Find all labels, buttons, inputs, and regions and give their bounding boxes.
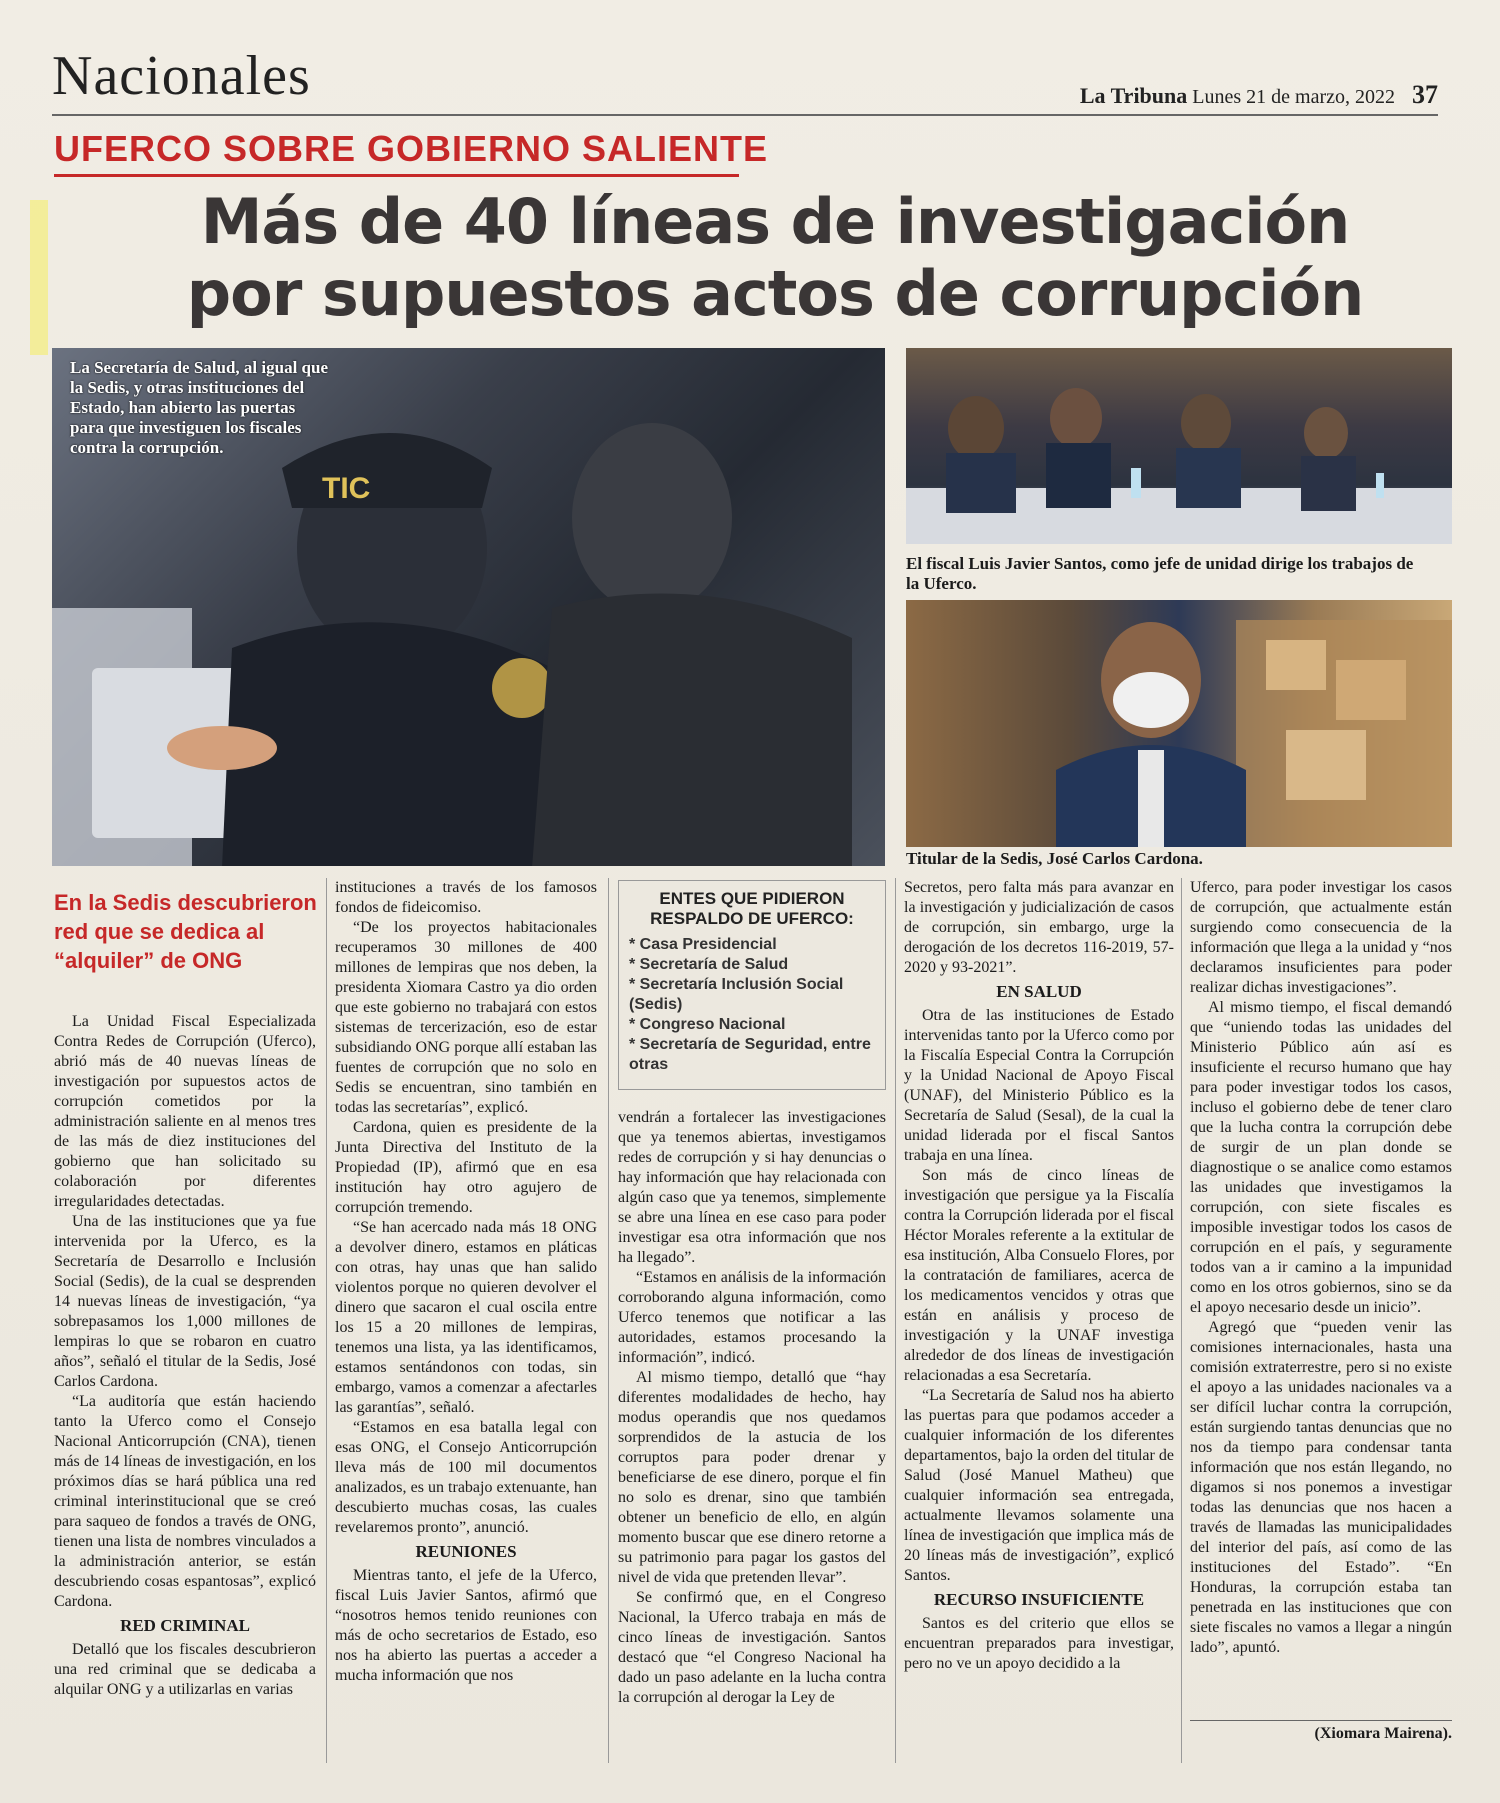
- paragraph: La Unidad Fiscal Especializada Contra Redes de Corrupción (Uferco), abrió más de 40 nuevas líneas de investigación por supuestos actos de corrupción cometidos por la administración saliente en al menos tres de las más de diez instituciones del gobierno que han solicitado su colaboración por diferentes irregularidades detectadas.: [54, 1013, 316, 1210]
- sidebar-list: [629, 935, 875, 1075]
- sidebar-item: * Casa Presidencial: [629, 936, 777, 953]
- article-byline: (Xiomara Mairena).: [1190, 1720, 1452, 1743]
- paragraph: Una de las instituciones que ya fue intervenida por la Uferco, es la Secretaría de Desarrollo e Inclusión Social (Sedis), de la cual se desprenden 14 nuevas líneas de investigación, “ya sobrepasamos los 1,000 millones de lempiras lo que se robaron en cuatro años”, señaló el titular de la Sedis, José Carlos Cardona.: [54, 1213, 316, 1390]
- newspaper-name: La Tribuna: [1079, 83, 1188, 108]
- paragraph: “Estamos en esa batalla legal con esas ONG, el Consejo Anticorrupción lleva más de 100 mil documentos analizados, es un trabajo extenuante, han descubierto muchas cosas, las cuales revelaremos pronto”, anunció.: [335, 1419, 597, 1536]
- paragraph: “Se han acercado nada más 18 ONG a devolver dinero, estamos en pláticas con otras, hay unas que han salido violentos porque no quieren devolver el dinero que sacaron el cual oscila entre los 15 a 20 millones de lempiras, tenemos una lista, ya las identificamos, estamos sentándonos con todas, sin embargo, vamos a comenzar a afectarles las garantías”, señaló.: [335, 1219, 597, 1416]
- article-column-4: [904, 878, 1174, 1674]
- portrait-photo-illustration: [906, 600, 1452, 847]
- paragraph: Al mismo tiempo, detalló que “hay diferentes modalidades de hecho, hay modus operandis que nos quedamos sorprendidos de la astucia de los corruptos para poder drenar y beneficiarse de ese dinero, porque el fin no solo es drenar, sino que también obtener un beneficio de ello, en algún momento buscar que ese dinero retorne a su patrimonio para pagar los gastos del nivel de vida que pretenden llevar”.: [618, 1369, 886, 1586]
- article-column-5: [1190, 878, 1452, 1658]
- meeting-photo: [906, 348, 1452, 544]
- meeting-photo-illustration: [906, 348, 1452, 544]
- portrait-photo-caption: Titular de la Sedis, José Carlos Cardona.: [906, 849, 1203, 868]
- headline-line-2: por supuestos actos de corrupción: [186, 257, 1364, 330]
- column-divider: [608, 878, 609, 1763]
- portrait-photo: [906, 600, 1452, 847]
- column-divider: [326, 878, 327, 1763]
- article-kicker: UFERCO SOBRE GOBIERNO SALIENTE: [54, 128, 769, 169]
- section-title: Nacionales: [52, 45, 311, 107]
- paragraph: “De los proyectos habitacionales recuperamos 30 millones de 400 millones de lempiras que nos deben, la presidenta Xiomara Castro ya dio orden que este gobierno no trabajará con estos sistemas de tercerización, eso de estar subsidiando ONG porque allí estaban las fuentes de corrupción que no solo en Sedis se encuentran, sino también en todas las secretarías”, explicó.: [335, 919, 597, 1116]
- article-column-1: [54, 1012, 316, 1700]
- paragraph: “La auditoría que están haciendo tanto la Uferco como el Consejo Nacional Anticorrupción (CNA), tienen más de 14 líneas de investigación, en los próximos días se hará pública una red criminal interinstitucional que se creó para saqueo de fondos a través de ONG, tienen una lista de nombres vinculados a la administración anterior, se están descubriendo cosas espantosas”, explicó Cardona.: [54, 1393, 316, 1610]
- sidebar-item: * Secretaría de Salud: [629, 956, 789, 973]
- paragraph: Secretos, pero falta más para avanzar en la investigación y judicialización de casos de corrupción, sin embargo, urge la derogación de los decretos 116-2019, 57-2020 y 93-2021”.: [904, 879, 1174, 976]
- kicker-underline: [54, 174, 739, 177]
- sidebar-box: [618, 880, 886, 1090]
- column-divider: [1181, 878, 1182, 1763]
- main-photo-caption: La Secretaría de Salud, al igual que la Sedis, y otras instituciones del Estado, han abierto las puertas para que investiguen los fiscales contra la corrupción.: [70, 358, 329, 457]
- paragraph: Son más de cinco líneas de investigación que persigue ya la Fiscalía contra la Corrupción liderada por el fiscal Héctor Morales referente a la extitular de esa institución, Alba Consuelo Flores, por la contratación de familiares, acerca de los medicamentos vencidos y otras que están en análisis y proceso de investigación y la UNAF investiga alrededor de dos líneas de investigación relacionadas a esa Secretaría.: [904, 1167, 1174, 1384]
- sidebar-title: ENTES QUE PIDIERON RESPALDO DE UFERCO:: [650, 889, 854, 928]
- paragraph: Santos es del criterio que ellos se encuentran preparados para investigar, pero no ve un apoyo decidido a la: [904, 1615, 1174, 1672]
- section-heading: EN SALUD: [996, 982, 1082, 1001]
- paragraph: instituciones a través de los famosos fondos de fideicomiso.: [335, 879, 597, 916]
- section-heading: RED CRIMINAL: [120, 1616, 250, 1635]
- highlighter-mark: [30, 200, 48, 355]
- headline-line-1: Más de 40 líneas de investigación: [200, 185, 1350, 258]
- column-divider: [895, 878, 896, 1763]
- paragraph: Cardona, quien es presidente de la Junta Directiva del Instituto de la Propiedad (IP), afirmó que en esa institución hay otro agujero de corrupción tremendo.: [335, 1119, 597, 1216]
- paragraph: “Estamos en análisis de la información corroborando alguna información, como Uferco tenemos que notificar a las autoridades, estamos procesando la información”, indicó.: [618, 1269, 886, 1366]
- article-column-3: [618, 1108, 886, 1708]
- paragraph: Se confirmó que, en el Congreso Nacional, la Uferco trabaja en más de cinco líneas de investigación. Santos destacó que “el Congreso Nacional ha dado un paso adelante en la lucha contra la corrupción al derogar la Ley de: [618, 1589, 886, 1706]
- section-heading: REUNIONES: [415, 1542, 517, 1561]
- masthead: [1080, 80, 1438, 110]
- paragraph: Al mismo tiempo, el fiscal demandó que “uniendo todas las unidades del Ministerio Público aún así es insuficiente el recurso humano que hay para poder investigar todos los casos, incluso el gobierno debe de tener claro que la lucha contra la corrupción debe de surgir de un plan donde se diagnostique o se analice como estamos las unidades que investigamos la corrupción, con siete fiscales es imposible investigar todos los casos de corrupción en el país, y seguramente todos van a ir camino a la impunidad como en los otros gobiernos, sino se da el apoyo necesario desde un inicio”.: [1190, 999, 1452, 1316]
- paragraph: “La Secretaría de Salud nos ha abierto las puertas para que podamos acceder a cualquier información de los diferentes departamentos, bajo la orden del titular de Salud (José Manuel Matheu) que cualquier información sea entregada, actualmente llevamos solamente una línea de investigación que implica más de 20 líneas más de investigación”, explicó Santos.: [904, 1387, 1174, 1584]
- sidebar-item: * Secretaría de Seguridad, entre otras: [629, 1036, 871, 1073]
- section-heading: RECURSO INSUFICIENTE: [933, 1590, 1145, 1609]
- paragraph: Agregó que “pueden venir las comisiones internacionales, hasta una comisión extraterrestre, pero si no existe el apoyo a las unidades nacionales va a ser difícil luchar contra la corrupción, están surgiendo tantas denuncias que no nos da tiempo para condensar tanta información que nos están llegando, no digamos si nos ponemos a investigar todas las denuncias que nos hacen a través de llamadas las municipalidades del interior del país, así como de las instituciones del Estado”. “En Honduras, la corrupción estaba tan penetrada en las instituciones que con siete fiscales no vamos a llegar a ningún lado”, apuntó.: [1190, 1319, 1452, 1656]
- article-column-2: [335, 878, 597, 1686]
- meeting-photo-caption: El fiscal Luis Javier Santos, como jefe de unidad dirige los trabajos de la Uferco.: [906, 554, 1414, 593]
- paragraph: Mientras tanto, el jefe de la Uferco, fiscal Luis Javier Santos, afirmó que “nosotros hemos tenido reuniones con más de ocho secretarios de Estado, eso nos ha abierto las puertas a acceder a mucha información que nos: [335, 1567, 597, 1684]
- publication-date: Lunes 21 de marzo, 2022: [1192, 86, 1395, 108]
- header-rule: [52, 114, 1438, 116]
- paragraph: Detalló que los fiscales descubrieron una red criminal que se dedicaba a alquilar ONG y a utilizarlas en varias: [54, 1641, 316, 1698]
- tic-cap-badge: TIC: [322, 472, 371, 505]
- sidebar-item: * Congreso Nacional: [629, 1016, 786, 1033]
- paragraph: Uferco, para poder investigar los casos de corrupción, que actualmente están surgiendo como consecuencia de la información que llega a la unidad y “nos declaramos insuficientes para poder realizar dichas investigaciones”.: [1190, 879, 1452, 996]
- paragraph: Otra de las instituciones de Estado intervenidas tanto por la Uferco como por la Fiscalía Especial Contra la Corrupción y la Unidad Nacional de Apoyo Fiscal (UNAF), del Ministerio Público es la Secretaría de Salud (Sesal), de la cual la unidad liderada por el fiscal Santos trabaja en una línea.: [904, 1007, 1174, 1164]
- sidebar-item: * Secretaría Inclusión Social (Sedis): [629, 976, 844, 1013]
- article-headline: [70, 186, 1480, 330]
- article-subhead: En la Sedis descubrieron red que se dedica al “alquiler” de ONG: [54, 890, 317, 973]
- paragraph: vendrán a fortalecer las investigaciones que ya tenemos abiertas, investigamos redes de corrupción y si hay denuncias o hay información que hay relacionada con algún caso que ya tenemos, simplemente se abre una línea en ese caso para poder investigar esa otra información que nos ha llegado”.: [618, 1109, 886, 1266]
- page-number: 37: [1412, 80, 1438, 109]
